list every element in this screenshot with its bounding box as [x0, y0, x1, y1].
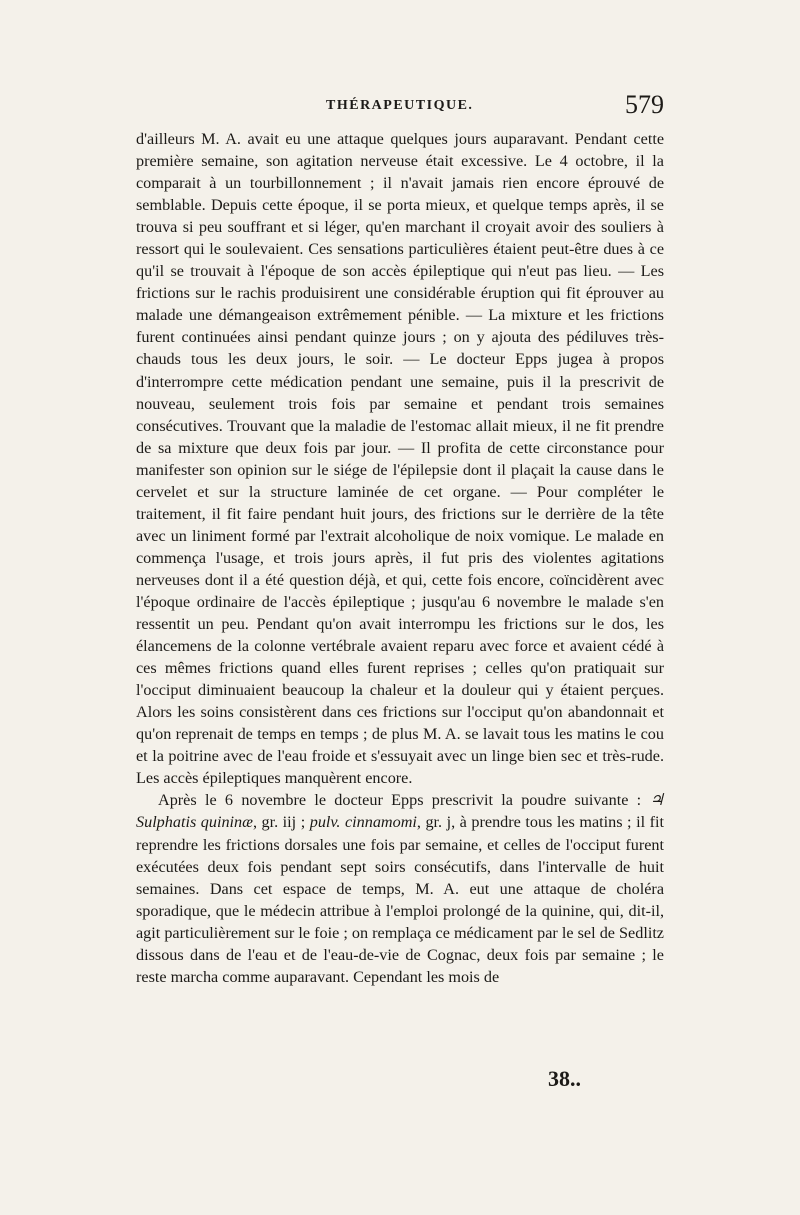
paragraph-text: , gr. iij ; — [252, 813, 310, 832]
signature-mark: 38.. — [548, 1066, 581, 1091]
paragraph — [136, 789, 664, 987]
paragraph-text: d'ailleurs M. A. avait eu une attaque quelques jours auparavant. Pendant cette première semaine, son agitation nerveuse était excessive. Le 4 octobre, il la comparait à un tourbillonnement ; il n'avait jamais rien encore éprouvé de semblable. Depuis cette époque, il se porta mieux, et quelque temps après, il se trouva si peu souffrant et si léger, qu'en marchant il croyait avoir des souliers à ressort qui le soulevaient. Ces sensations particulières étaient peut-être dues à ce qu'il se trouvait à l'époque de son accès épileptique qui n'eut pas lieu. — Les frictions sur le rachis produisirent une considérable éruption qui fit éprouver au malade une démangeaison extrêmement pénible. — La mixture et les frictions furent continuées ainsi pendant quinze jours ; on y ajouta des pédiluves très-chauds tous les deux jours, le soir. — Le docteur Epps jugea à propos d'interrompre cette médication pendant une semaine, puis il la prescrivit de nouveau, seulement trois fois par semaine et pendant trois semaines consécutives. Trouvant que la maladie de l'estomac allait mieux, il ne fit prendre de sa mixture que deux fois par jour. — Il profita de cette circonstance pour manifester son opinion sur le siége de l'épilepsie dont il plaçait la cause dans le cervelet et sur la structure laminée de cet organe. — Pour compléter le traitement, il fit faire pendant huit jours, des frictions sur le derrière de la tête avec un liniment formé par l'extrait alcoholique de noix vomique. Le malade en commença l'usage, et trois jours après, il fut pris des violentes agitations nerveuses dont il a été question déjà, et qui, cette fois encore, coïncidèrent avec l'époque ordinaire de l'accès épileptique ; jusqu'au 6 novembre le malade s'en ressentit un peu. Pendant qu'on avait interrompu les frictions sur le dos, les élancemens de la colonne vertébrale avaient reparu avec force et avaient cédé à ces mêmes frictions quand elles furent reprises ; celles qu'on pratiquait sur l'occiput diminuaient beaucoup la chaleur et la douleur qui y étaient perçues. Alors les soins consistèrent dans ces frictions sur l'occiput qu'on abandonnait et qu'on reprenait de temps en temps ; de plus M. A. se lavait tous les matins le cou et la poitrine avec de l'eau froide et s'essuyait avec un linge bien sec et très-rude. Les accès épileptiques manquèrent encore. — [136, 130, 664, 788]
paragraph-text: , gr. j, à prendre tous les matins ; il fit reprendre les frictions dorsales une fois par semaine, et celles de l'occiput furent exécutées deux fois pendant sept soirs consécutifs, dans l'intervalle de huit semaines. Dans cet espace de temps, M. A. eut une attaque de choléra sporadique, que le médecin attribue à l'emploi prolongé de la quinine, qui, dit-il, agit particulièrement sur le foie ; on remplaça ce médicament par le sel de Sedlitz dissous dans de l'eau et de l'eau-de-vie de Cognac, deux fois par semaine ; le reste marcha comme auparavant. Cependant les mois de — [136, 813, 664, 986]
page-number: 579 — [625, 90, 664, 119]
paragraph — [136, 128, 664, 789]
page-header — [136, 88, 664, 128]
prescription-term: ♃ Sulphatis quininæ — [136, 791, 664, 832]
paragraph-text: Après le 6 novembre le docteur Epps prescrivit la poudre suivante : — [158, 791, 650, 810]
prescription-term: pulv. cinnamomi — [309, 813, 417, 832]
running-title: THÉRAPEUTIQUE. — [326, 98, 474, 113]
body-text — [136, 128, 664, 988]
